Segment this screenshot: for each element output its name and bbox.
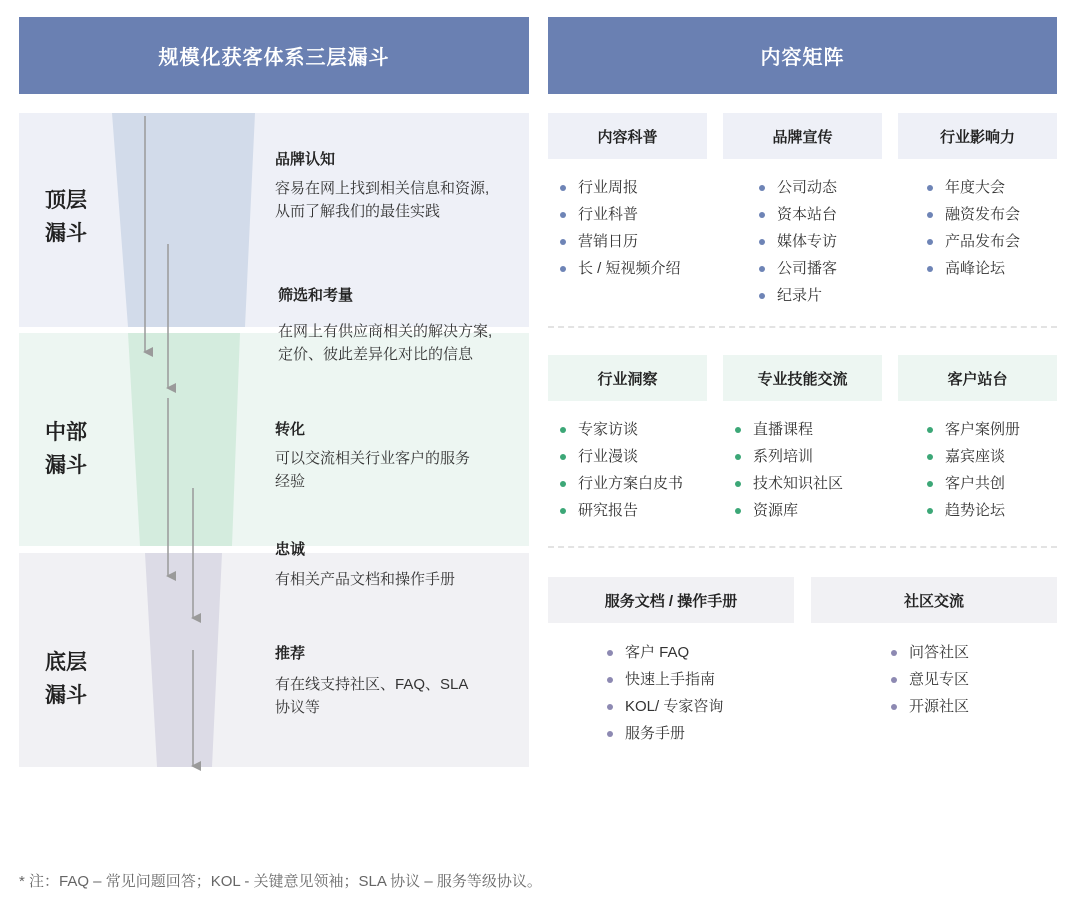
list-item: 快速上手指南 bbox=[607, 666, 723, 693]
top-funnel-shape bbox=[112, 113, 255, 327]
content-list bbox=[927, 416, 1020, 524]
list-item: 意见专区 bbox=[891, 666, 969, 693]
stage-title: 忠诚 bbox=[275, 541, 306, 558]
list-item: 系列培训 bbox=[735, 443, 843, 470]
stage-desc: 有在线支持社区、FAQ、SLA 协议等 bbox=[275, 676, 469, 716]
list-item: 纪录片 bbox=[759, 282, 837, 309]
stage-title: 品牌认知 bbox=[275, 151, 336, 168]
list-item: 资本站台 bbox=[759, 201, 837, 228]
list-item: 问答社区 bbox=[891, 639, 969, 666]
list-item: 长 / 短视频介绍 bbox=[560, 255, 681, 282]
list-item: 媒体专访 bbox=[759, 228, 837, 255]
category-header: 服务文档 / 操作手册 bbox=[548, 577, 794, 623]
content-list bbox=[560, 416, 683, 524]
content-list bbox=[735, 416, 843, 524]
list-item: 行业方案白皮书 bbox=[560, 470, 683, 497]
footnote: * 注：FAQ – 常见问题回答；KOL - 关键意见领袖；SLA 协议 – 服务等级协议。 bbox=[19, 873, 542, 890]
list-item: 行业周报 bbox=[560, 174, 681, 201]
list-item: 专家访谈 bbox=[560, 416, 683, 443]
category-header: 专业技能交流 bbox=[723, 355, 882, 401]
stage-desc: 容易在网上找到相关信息和资源, 从而了解我们的最佳实践 bbox=[275, 180, 490, 220]
list-item: 公司动态 bbox=[759, 174, 837, 201]
stage-title: 筛选和考量 bbox=[278, 287, 354, 304]
content-list bbox=[560, 174, 681, 282]
list-item: 服务手册 bbox=[607, 720, 723, 747]
middle-funnel-shape bbox=[128, 333, 240, 546]
list-item: 行业科普 bbox=[560, 201, 681, 228]
list-item: 营销日历 bbox=[560, 228, 681, 255]
list-item: 融资发布会 bbox=[927, 201, 1020, 228]
content-list bbox=[759, 174, 837, 309]
content-list bbox=[927, 174, 1020, 282]
list-item: 技术知识社区 bbox=[735, 470, 843, 497]
category-header: 社区交流 bbox=[811, 577, 1057, 623]
list-item: 趋势论坛 bbox=[927, 497, 1020, 524]
list-item: 公司播客 bbox=[759, 255, 837, 282]
stage-title: 推荐 bbox=[275, 645, 306, 662]
funnel-header: 规模化获客体系三层漏斗 bbox=[19, 17, 529, 94]
bottom-funnel-shape bbox=[145, 553, 222, 767]
tier-label-bottom: 底层 漏斗 bbox=[45, 651, 87, 707]
section-divider bbox=[548, 326, 1057, 328]
list-item: 直播课程 bbox=[735, 416, 843, 443]
tier-label-middle: 中部 漏斗 bbox=[45, 421, 87, 477]
stage-desc: 可以交流相关行业客户的服务 经验 bbox=[275, 450, 471, 490]
category-header: 内容科普 bbox=[548, 113, 707, 159]
category-header: 行业影响力 bbox=[898, 113, 1057, 159]
list-item: 产品发布会 bbox=[927, 228, 1020, 255]
list-item: 嘉宾座谈 bbox=[927, 443, 1020, 470]
content-list bbox=[891, 639, 969, 720]
category-header: 品牌宣传 bbox=[723, 113, 882, 159]
stage-title: 转化 bbox=[275, 421, 306, 438]
list-item: 客户 FAQ bbox=[607, 639, 723, 666]
list-item: 行业漫谈 bbox=[560, 443, 683, 470]
category-header: 客户站台 bbox=[898, 355, 1057, 401]
list-item: KOL/ 专家咨询 bbox=[607, 693, 723, 720]
list-item: 年度大会 bbox=[927, 174, 1020, 201]
list-item: 研究报告 bbox=[560, 497, 683, 524]
list-item: 开源社区 bbox=[891, 693, 969, 720]
list-item: 资源库 bbox=[735, 497, 843, 524]
matrix-header: 内容矩阵 bbox=[548, 17, 1057, 94]
content-list bbox=[607, 639, 723, 747]
list-item: 高峰论坛 bbox=[927, 255, 1020, 282]
list-item: 客户共创 bbox=[927, 470, 1020, 497]
list-item: 客户案例册 bbox=[927, 416, 1020, 443]
stage-desc: 有相关产品文档和操作手册 bbox=[275, 571, 456, 588]
category-header: 行业洞察 bbox=[548, 355, 707, 401]
stage-desc: 在网上有供应商相关的解决方案, 定价、彼此差异化对比的信息 bbox=[278, 323, 493, 363]
tier-label-top: 顶层 漏斗 bbox=[45, 189, 87, 245]
section-divider bbox=[548, 546, 1057, 548]
